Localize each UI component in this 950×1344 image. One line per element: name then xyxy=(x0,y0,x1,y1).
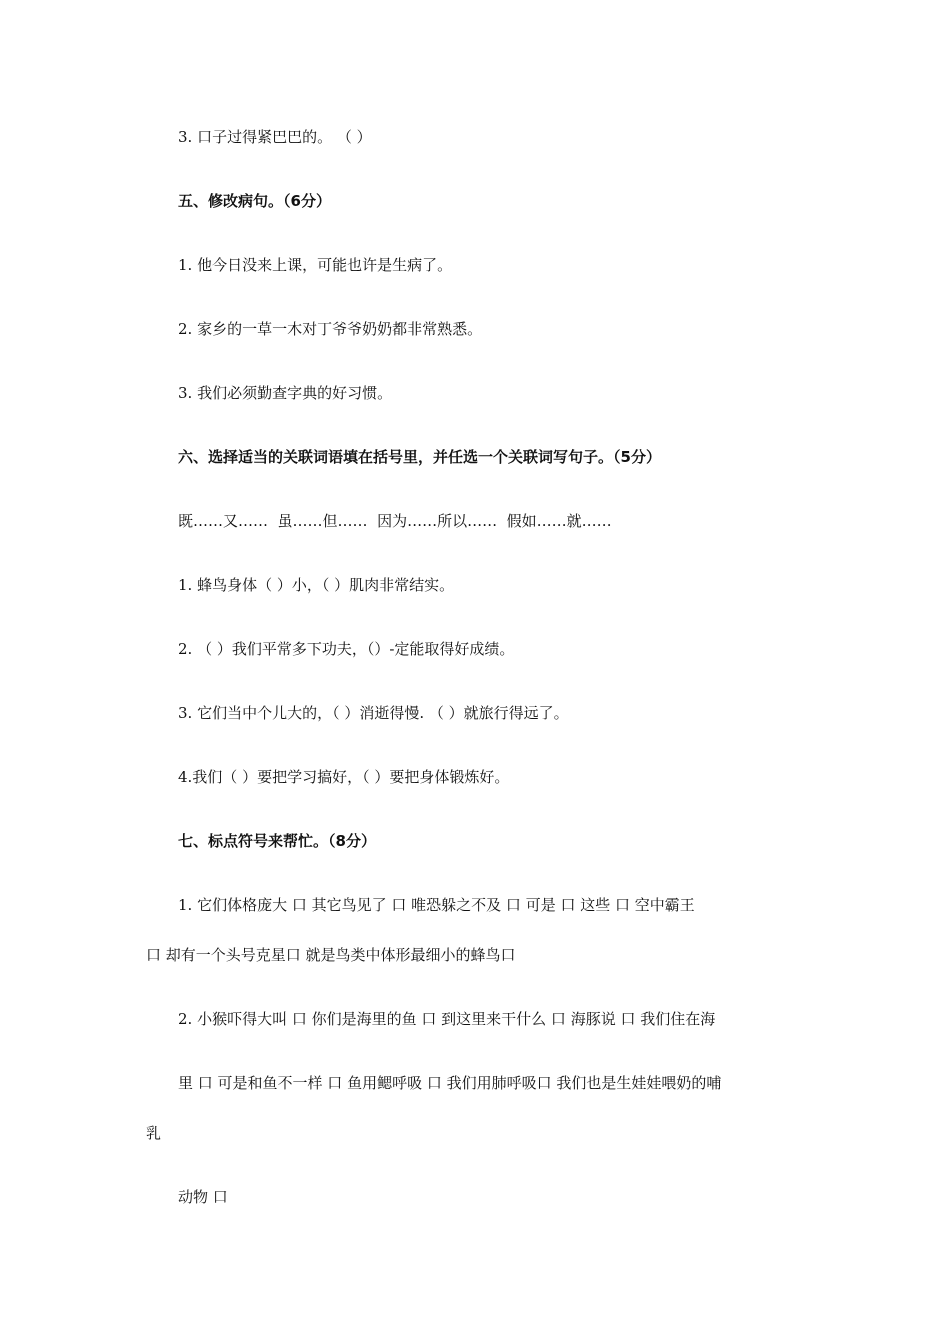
section7-item-1-line-2: 口 却有一个头号克星口 就是鸟类中体形最细小的蜂鸟口 xyxy=(146,946,516,964)
section4-item-3: 3. 口子过得紧巴巴的。 （ ） xyxy=(178,128,372,146)
section6-item-4: 4.我们（ ）要把学习搞好，（ ）要把身体锻炼好。 xyxy=(178,768,510,786)
section6-heading: 六、选择适当的关联词语填在括号里，并任选一个关联词写句子。（5分） xyxy=(178,448,661,466)
section7-item-2-line-1: 2. 小猴吓得大叫 口 你们是海里的鱼 口 到这里来干什么 口 海豚说 口 我们住在海 xyxy=(178,1010,716,1028)
section5-heading: 五、修改病句。（6分） xyxy=(178,192,331,210)
section5-item-1: 1. 他今日没来上课，可能也许是生病了。 xyxy=(178,256,453,274)
section7-item-1-line-1: 1. 它们体格庞大 口 其它鸟见了 口 唯恐躲之不及 口 可是 口 这些 口 空中霸王 xyxy=(178,896,695,914)
section7-heading: 七、标点符号来帮忙。（8分） xyxy=(178,832,376,850)
section6-item-3: 3. 它们当中个儿大的，（ ）消逝得慢. （ ）就旅行得远了。 xyxy=(178,704,569,722)
section6-conjunction-options: 既……又…… 虽……但…… 因为……所以…… 假如……就…… xyxy=(178,512,612,530)
section5-item-2: 2. 家乡的一草一木对丁爷爷奶奶都非常熟悉。 xyxy=(178,320,483,338)
section7-item-2-line-3: 乳 xyxy=(146,1124,162,1142)
section6-item-2: 2. （ ）我们平常多下功夫，（）-定能取得好成绩。 xyxy=(178,640,515,658)
section6-item-1: 1. 蜂鸟身体（ ）小，（ ）肌肉非常结实。 xyxy=(178,576,455,594)
section7-item-2-line-2: 里 口 可是和鱼不一样 口 鱼用鳃呼吸 口 我们用肺呼吸口 我们也是生娃娃喂奶的哺 xyxy=(178,1074,722,1092)
section7-item-2-line-4: 动物 口 xyxy=(178,1188,228,1206)
section5-item-3: 3. 我们必须勤查字典的好习惯。 xyxy=(178,384,393,402)
